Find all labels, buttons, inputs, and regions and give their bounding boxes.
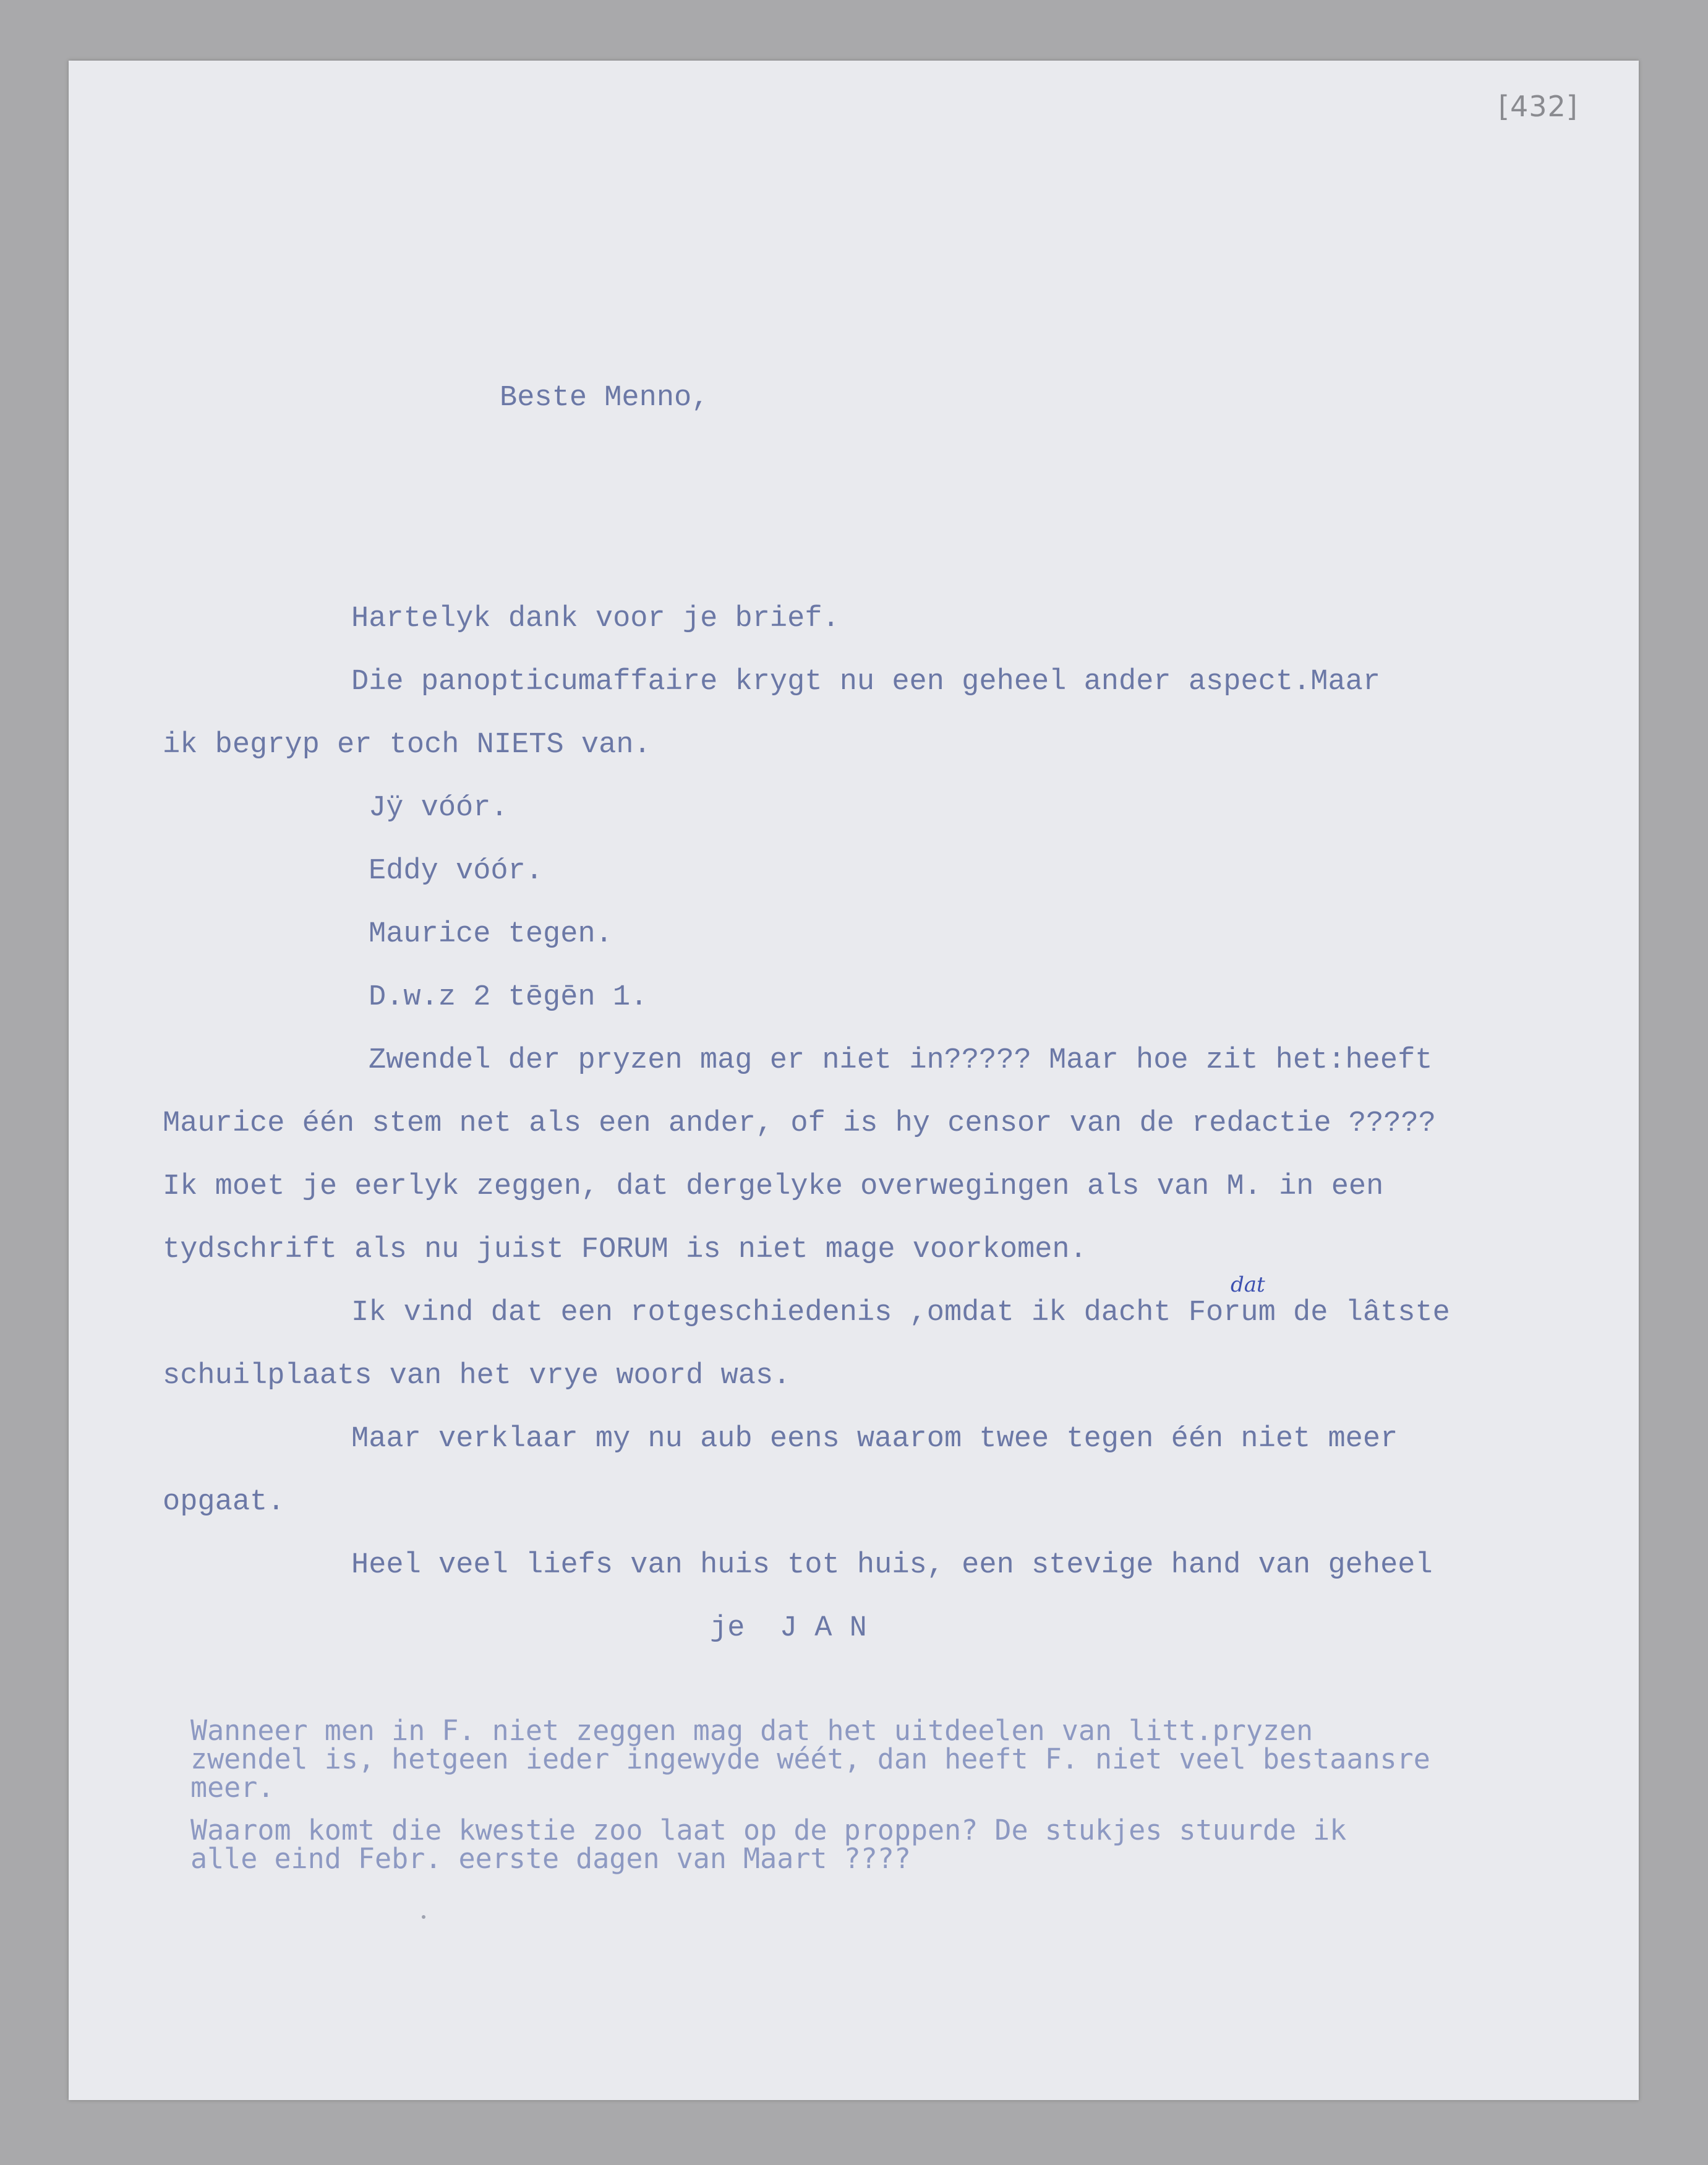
letter-line: Ik moet je eerlyk zeggen, dat dergelyke overwegingen als van M. in een (163, 1170, 1384, 1203)
letter-line: Die panopticumaffaire krygt nu een geheel ander aspect.Maar (351, 666, 1381, 698)
letter-line: Ik vind dat een rotgeschiedenis ,omdat ik dacht Forum de lâtste (351, 1297, 1450, 1329)
letter-line: Maurice één stem net als een ander, of is hy censor van de redactie ????? (163, 1107, 1436, 1140)
postscript-line: alle eind Febr. eerste dagen van Maart ???? (190, 1842, 911, 1875)
postscript-line: meer. (190, 1771, 275, 1804)
handwritten-insertion: dat (1231, 1272, 1265, 1297)
letter-line: Heel veel liefs van huis tot huis, een stevige hand van geheel (351, 1549, 1433, 1582)
letter-line: Maar verklaar my nu aub eens waarom twee tegen één niet meer (351, 1423, 1398, 1455)
archive-number: [432] (1498, 90, 1578, 123)
letter-line: schuilplaats van het vrye woord was. (163, 1360, 791, 1392)
signoff: je J A N (710, 1612, 867, 1645)
letter-line: D.w.z 2 tēgēn 1. (369, 981, 648, 1014)
letter-line: tydschrift als nu juist FORUM is niet mage voorkomen. (163, 1233, 1087, 1266)
letter-line: Jÿ vóór. (369, 792, 508, 825)
letter-line: opgaat. (163, 1486, 285, 1519)
postscript-line: zwendel is, hetgeen ieder ingewyde wéét, dan heeft F. niet veel bestaansre (190, 1743, 1430, 1775)
paper-speck (422, 1915, 425, 1919)
letter-line: Hartelyk dank voor je brief. (351, 602, 840, 635)
postscript-line: Waarom komt die kwestie zoo laat op de proppen? De stukjes stuurde ik (190, 1814, 1347, 1846)
salutation: Beste Menno, (500, 382, 709, 414)
postscript-line: Wanneer men in F. niet zeggen mag dat het uitdeelen van litt.pryzen (190, 1714, 1313, 1747)
letter-sheet (69, 61, 1639, 2100)
letter-line: ik begryp er toch NIETS van. (163, 729, 651, 761)
letter-line: Maurice tegen. (369, 918, 613, 951)
letter-line: Zwendel der pryzen mag er niet in????? Maar hoe zit het:heeft (369, 1044, 1433, 1077)
letter-line: Eddy vóór. (369, 855, 544, 888)
